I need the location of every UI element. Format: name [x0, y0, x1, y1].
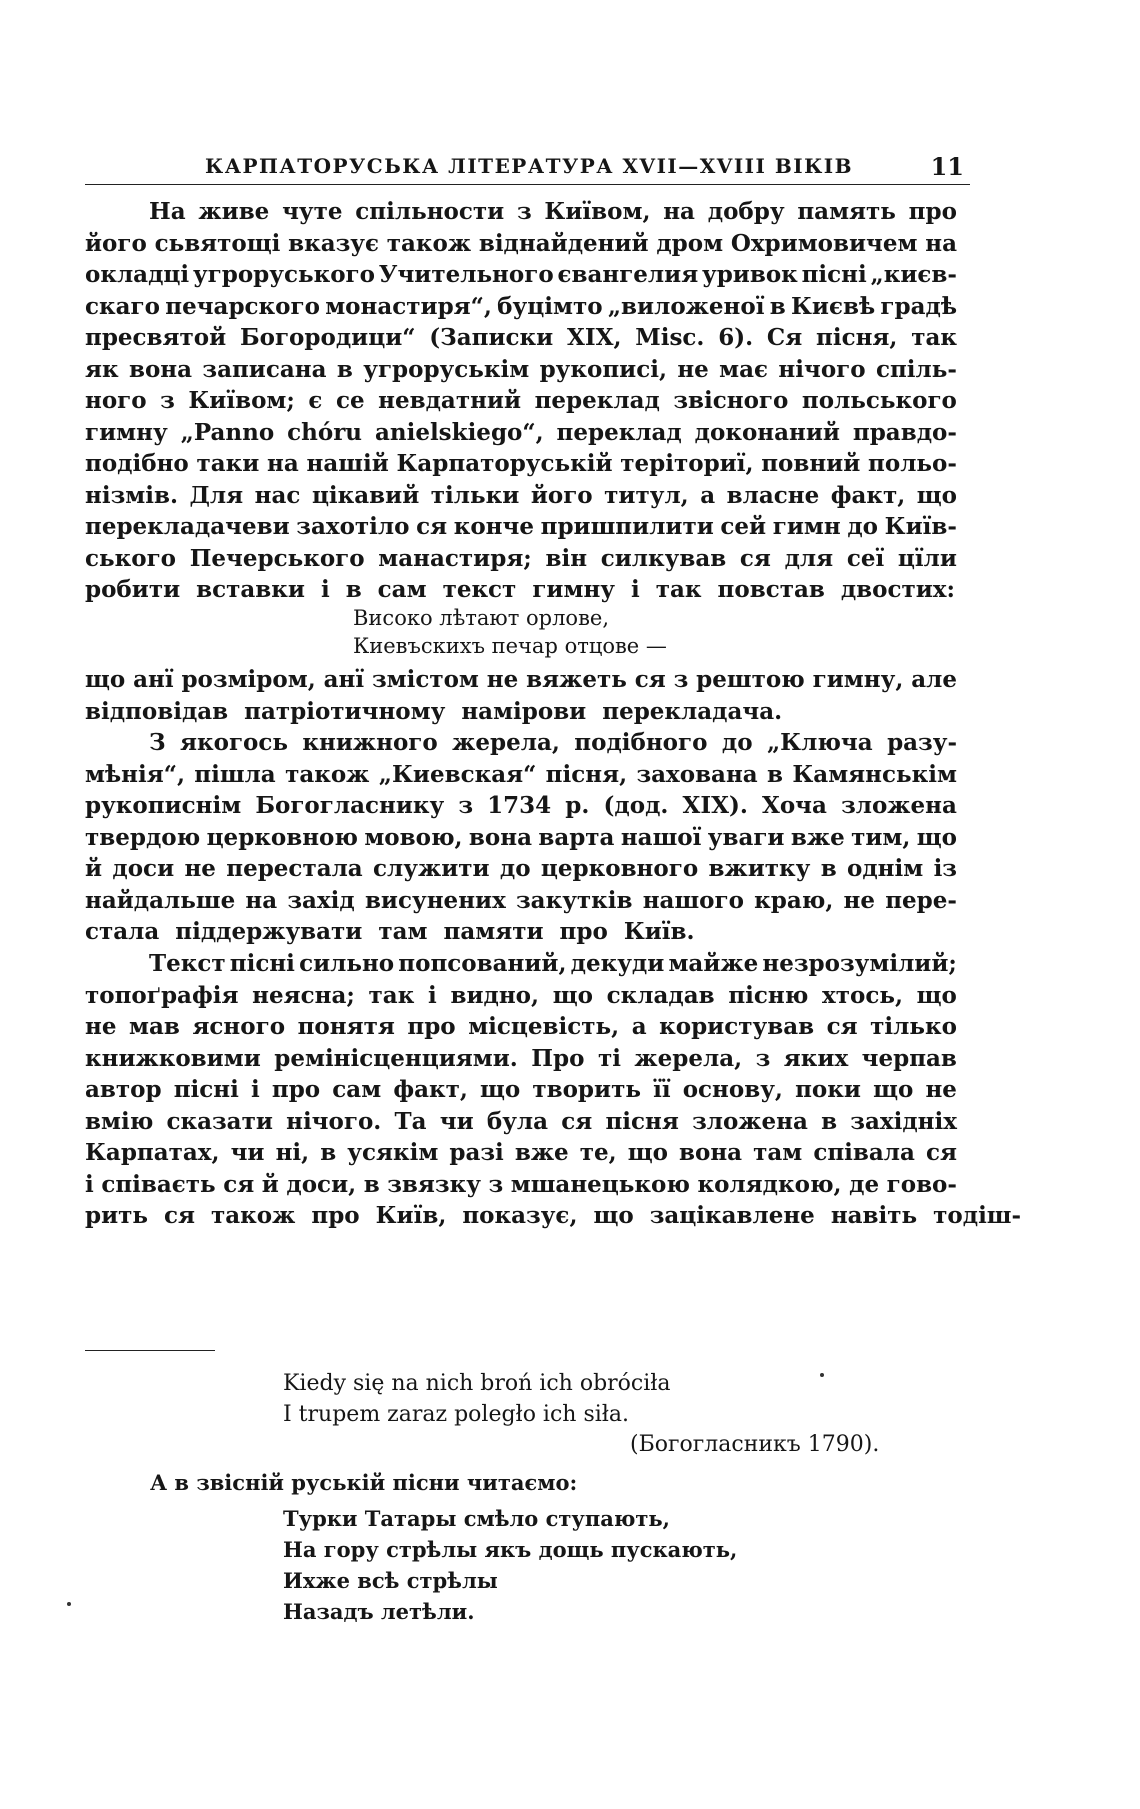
text-line: книжковими ремінісценциями. Про ті жерела, з яких черпав: [85, 1044, 957, 1072]
ink-speck: [820, 1373, 824, 1377]
text-line: вмію сказати нічого. Та чи була ся пісня зложена в західніх: [85, 1107, 957, 1135]
paragraph-2: [85, 727, 957, 948]
text-line: Карпатах, чи ні, в усякім разі вже те, що вона там співала ся: [85, 1139, 957, 1166]
page-number: 11: [930, 152, 964, 181]
verse-line: Турки Татары смѣло ступають,: [283, 1506, 670, 1531]
text-line: як вона записана в угроруськім рукописі, не має нічого спіль-: [85, 355, 957, 383]
text-line: гимну „Panno chóru anielskiego“, переклад доконаний правдо-: [85, 418, 957, 446]
verse-line: Назадъ летѣли.: [283, 1599, 475, 1624]
verse-line: Ихже всѣ стрѣлы: [283, 1568, 498, 1593]
text-line: найдальше на захід висунених закутків нашого краю, не пере-: [85, 886, 957, 914]
footnote-intro: А в звісній руській пісни читаємо:: [150, 1470, 578, 1495]
text-line: стала піддержувати там памяти про Київ.: [85, 918, 695, 945]
text-line: Текст пісні сильно попсований, декуди майже незрозумілий;: [149, 950, 957, 977]
text-line: ського Печерського манастиря; він силкував ся для сеї цїли: [85, 544, 957, 572]
quoted-couplet: [353, 604, 667, 660]
paragraph-continuation: [85, 664, 957, 727]
footnote-ruthenian-verse: [283, 1503, 737, 1627]
text-line: З якогось книжного жерела, подібного до „Ключа разу-: [149, 729, 957, 756]
text-line: мѣнія“, пішла також „Киевская“ пісня, захована в Камянськім: [85, 760, 957, 788]
verse-line: I trupem zaraz poległo ich siła.: [283, 1402, 630, 1427]
text-line: топоґрафія неясна; так і видно, що складав пісню хтось, що: [85, 981, 957, 1009]
text-line: й доси не перестала служити до церковного вжитку в однім із: [85, 855, 957, 882]
text-line: пресвятой Богородици“ (Записки XIX, Misc. 6). Ся пісня, так: [85, 324, 957, 351]
ink-speck: [67, 1602, 71, 1606]
text-line: перекладачеви захотіло ся конче пришпилити сей гимн до Київ-: [85, 513, 957, 540]
text-line: На живе чуте спільности з Київом, на добру память про: [149, 198, 957, 225]
footnote-polish-verse: [283, 1368, 671, 1430]
couplet-line: Киевъскихъ печар отцове —: [353, 634, 667, 658]
footnote-source: (Богогласникъ 1790).: [630, 1432, 880, 1457]
text-line: і співаєть ся й доси, в звязку з мшанецькою колядкою, де гово-: [85, 1170, 957, 1198]
text-line: скаго печарского монастиря“, буцімто „виложеної в Києвѣ градѣ: [85, 292, 957, 320]
text-line: відповідав патріотичному намірови перекладача.: [85, 697, 783, 725]
paragraph-3: [85, 948, 1022, 1232]
text-line: не мав ясного понятя про місцевість, а користував ся тілько: [85, 1013, 957, 1040]
footnote-divider: [85, 1350, 215, 1351]
running-title: КАРПАТОРУСЬКА ЛІТЕРАТУРА XVII—XVIII ВІКІВ: [205, 154, 854, 178]
text-line: подібно таки на нашій Карпаторуській теріториї, повний польо-: [85, 450, 957, 477]
text-line: ного з Київом; є се невдатний переклад звісного польського: [85, 387, 957, 414]
text-line: його сьвятощі вказує також віднайдений дром Охримовичем на: [85, 229, 957, 257]
text-line: рить ся також про Київ, показує, що зацікавлене навіть тодіш-: [85, 1202, 1022, 1229]
text-line: окладці угроруського Учительного євангелия уривок пісні „києв-: [85, 261, 957, 288]
text-line: робити вставки і в сам текст гимну і так повстав двостих:: [85, 576, 956, 603]
verse-line: На гору стрѣлы якъ дощь пускають,: [283, 1537, 738, 1562]
text-line: твердою церковною мовою, вона варта нашої уваги вже тим, що: [85, 823, 957, 851]
paragraph-1: [85, 196, 957, 606]
text-line: рукописнім Богогласнику з 1734 р. (дод. XIX). Хоча зложена: [85, 792, 957, 819]
running-header: [85, 150, 970, 185]
verse-line: Kiedy się na nich broń ich obróciła: [283, 1371, 671, 1396]
text-line: автор пісні і про сам факт, що творить її основу, поки що не: [85, 1076, 957, 1103]
couplet-line: Високо лѣтают орлове,: [353, 606, 609, 630]
text-line: нізмів. Для нас цікавий тільки його титул, а власне факт, що: [85, 481, 957, 509]
text-line: що анї розміром, анї змістом не вяжеть ся з рештою гимну, але: [85, 666, 957, 693]
